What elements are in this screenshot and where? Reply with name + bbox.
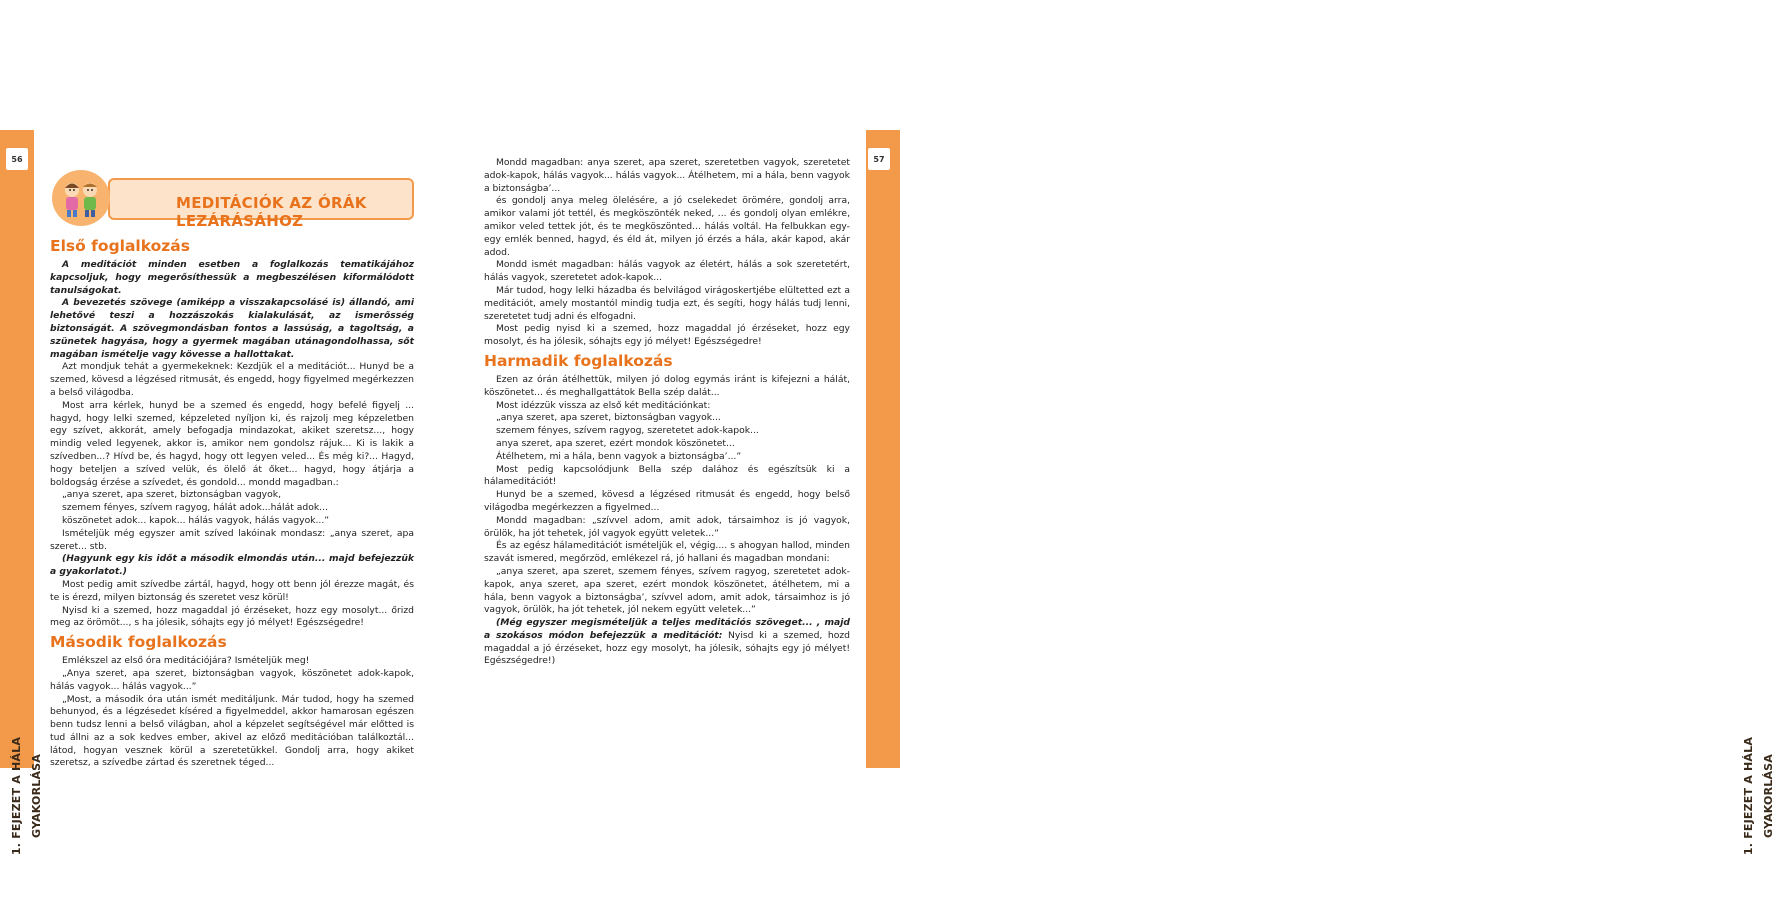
paragraph: (Hagyunk egy kis időt a második elmondás után... majd befejezzük a gyakorlatot.) (50, 553, 414, 578)
paragraph: „Anya szeret, apa szeret, biztonságban vagyok, köszönetet adok-kapok, hálás vagyok... hálás vagyok...” (50, 667, 414, 692)
paragraph: Emlékszel az első óra meditációjára? Ismételjük meg! (62, 655, 310, 667)
right-sidebar-label: 1. FEJEZET A HÁLA GYAKORLÁSA (1742, 736, 1775, 856)
quote-line: köszönetet adok... kapok... hálás vagyok, hálás vagyok...” (62, 514, 330, 526)
paragraph: Most pedig nyisd ki a szemed, hozz magaddal jó érzéseket, hozz egy mosolyt, és ha jólesik, sóhajts egy jó mélyet! Egészségedre! (484, 323, 850, 348)
paragraph: Most pedig amit szívedbe zártál, hagyd, hogy ott benn jól érezze magát, és te is érezd, milyen biztonság és szeretet vesz körül! (50, 578, 414, 603)
chapter-title: MEDITÁCIÓK AZ ÓRÁK LEZÁRÁSÁHOZ (176, 194, 367, 230)
paragraph: Mondd magadban: anya szeret, apa szeret, szeretetben vagyok, szeretetet adok-kapok, hálás vagyok... hálás vagyok... Átélhetem, mi a hála, benn vagyok a biztonságba’... (484, 157, 850, 194)
paragraph: Ismételjük még egyszer amit szíved lakóinak mondasz: „anya szeret, apa szeret... stb. (50, 527, 414, 552)
paragraph: Mondd magadban: „szívvel adom, amit adok, társaimhoz is jó vagyok, örülök, ha jót tehetek, jól vagyok együtt veletek...” (484, 514, 850, 539)
paragraph: A bevezetés szövege (amiképp a visszakapcsolásé is) állandó, ami lehetővé teszi a hozzászokás kialakulását, az ismerősség biztonságát. A szövegmondásban fontos a lassúság, a tagoltság, a szünetek hagyása, hogy a gyermek magában utánagondolhassa, sőt magában ismételje vagy kövesse a hallottakat. (50, 297, 414, 360)
closing-paragraph (484, 617, 850, 668)
quote-line: Átélhetem, mi a hála, benn vagyok a biztonságba’...” (496, 450, 742, 462)
paragraph: És az egész hálameditációt ismételjük el, végig.... s ahogyan hallod, minden szavát ismered, megőrzöd, emlékezel rá, jó hallani és magadban mondani: (484, 540, 850, 565)
closing-rest: Nyisd ki a szemed, hozd magaddal a jó érzéseket, hozz egy mosolyt, ha jólesik, sóhajts egy jó mélyet! Egészségedre!) (484, 629, 850, 667)
paragraph: Most pedig kapcsolódjunk Bella szép dalához és egészítsük ki a hálameditációt! (484, 463, 850, 488)
section-heading-2: Második foglalkozás (50, 633, 227, 652)
quote-line: anya szeret, apa szeret, ezért mondok köszönetet... (496, 437, 735, 449)
left-sidebar-label: 1. FEJEZET A HÁLA GYAKORLÁSA (10, 736, 43, 856)
quote-line: „anya szeret, apa szeret, biztonságban vagyok, (62, 489, 281, 501)
paragraph: és gondolj anya meleg ölelésére, a jó cselekedet örömére, gondolj arra, amikor valami jót tettél, és megköszönték neked, ... és gondolj olyan emlékre, amikor veled tettek jót, és te megköszönted... hálás voltál. Ha felbukkan egy-egy emlék benned, hagyd, és éld át, milyen jó érzés a hála, akár kapod, akár adod. (484, 195, 850, 258)
paragraph: Most idézzük vissza az első két meditációnkat: (496, 399, 711, 411)
section-heading-3: Harmadik foglalkozás (484, 351, 673, 370)
right-page-text (484, 157, 850, 668)
right-chapter-sidebar (866, 130, 1775, 856)
paragraph: Most arra kérlek, hunyd be a szemed és engedd, hogy befelé figyelj ... hagyd, hogy lelki szemed, képzeleted nyíljon ki, és rajzolj meg képzeletben egy szívet, akkorát, amely befogadja mindazokat, akiket szeretsz..., hogy mindig veled legyenek, akkor is, amikor nem gondolsz rájuk... Ki is lakik a szívedben...? Hívd be, és hagyd, hogy ott legyen veled... És még ki?... Hagyd, hogy beteljen a szíved velük, és ölelő át őket... hagyd, hogy átjárja a boldogság érzése a szívedet, és gondold... mondd magadban.: (50, 399, 414, 488)
children-icon (52, 170, 110, 226)
paragraph: Nyisd ki a szemed, hozz magaddal jó érzéseket, hozz egy mosolyt... őrizd meg az örömöt..., s ha jólesik, sóhajts egy jó mélyet! Egészségedre! (50, 604, 414, 629)
left-chapter-sidebar (0, 130, 43, 856)
quote-line: szemem fényes, szívem ragyog, szeretetet adok-kapok... (496, 425, 759, 437)
paragraph: Mondd ismét magadban: hálás vagyok az életért, hálás a sok szeretetért, hálás vagyok, szeretetet adok-kapok... (484, 259, 850, 284)
paragraph: „anya szeret, apa szeret, szemem fényes, szívem ragyog, szeretetet adok-kapok, anya szeret, apa szeret, ezért mondok köszönetet, átélhetem, mi a hála, benn vagyok a biztonságba’, szívvel adom, amit adok, társaimhoz is jó vagyok, örülök, ha jót tehetek, jól nekem együtt veletek...” (484, 565, 850, 616)
page-number-right: 57 (868, 148, 890, 170)
paragraph: Már tudod, hogy lelki házadba és belvilágod virágoskertjébe elültetted ezt a meditációt, amely mostantól mindig tudja ezt, és segíti, hogy hálás tudj lenni, szeretetet tudj adni és elfogadni. (484, 284, 850, 322)
paragraph: „Most, a második óra után ismét meditáljunk. Már tudod, hogy ha szemed behunyod, és a légzésedet kíséred a figyelmeddel, akkor hamarosan egészen benn tudsz lenni a belső világban, ahol a képzelet segítségével már előtted is tud állni az a sok kedves ember, akivel az előző meditációban találkoztál... látod, hogyan vesznek körül a szeretetükkel. Gondolj arra, hogy akiket szeretsz, a szívedbe zártad és szeretnek téged... (50, 693, 414, 769)
children-illustration (52, 170, 110, 226)
paragraph: Hunyd be a szemed, kövesd a légzésed ritmusát és engedd, hogy belső világodba megérkezzen a figyelmed... (484, 489, 850, 513)
section-heading-1: Első foglalkozás (50, 237, 190, 255)
left-page-text (50, 236, 414, 770)
paragraph: Azt mondjuk tehát a gyermekeknek: Kezdjük el a meditációt... Hunyd be a szemed, kövesd a légzésed ritmusát, és engedd, hogy figyelmed megérkezzen a belső világodba. (50, 361, 414, 398)
page-number-left: 56 (6, 148, 28, 170)
closing-bold: (Még egyszer megismételjük a teljes meditációs szöveget... , majd a szokásos módon befejezzük a meditációt: (484, 617, 850, 641)
quote-line: szemem fényes, szívem ragyog, hálát adok...hálát adok... (62, 502, 328, 514)
quote-line: „anya szeret, apa szeret, biztonságban vagyok... (496, 412, 721, 424)
chapter-title-bar (108, 178, 414, 230)
paragraph: A meditációt minden esetben a foglalkozás tematikájához kapcsoljuk, hogy megerősíthessük a megbeszélésen kiformálódott tanulságokat. (50, 259, 414, 296)
chapter-title-box (52, 170, 412, 230)
paragraph: Ezen az órán átélhettük, milyen jó dolog egymás iránt is kifejezni a hálát, köszönetet... és meghallgattátok Bella szép dalát... (484, 373, 850, 398)
